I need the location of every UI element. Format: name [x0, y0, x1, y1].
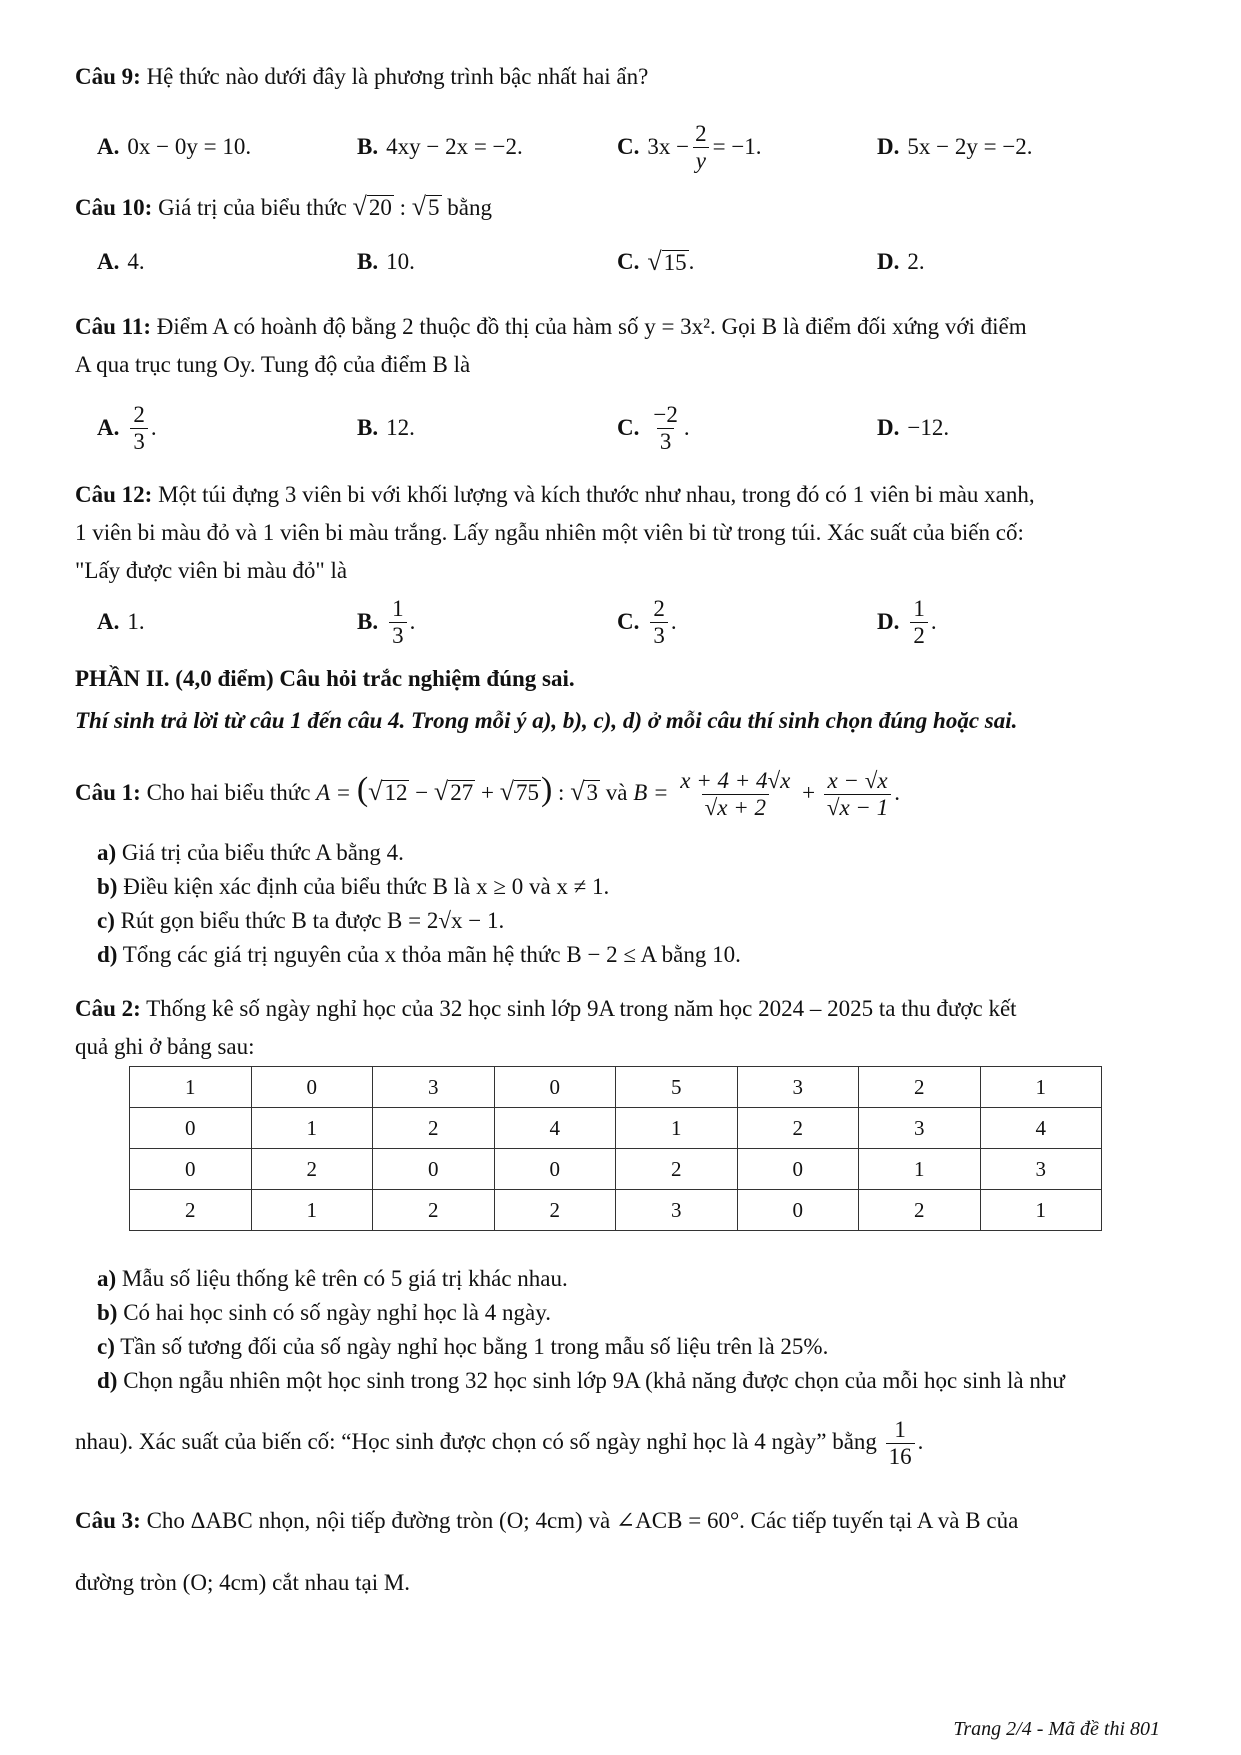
table-cell: 3 [980, 1149, 1102, 1190]
option-b[interactable]: B. 10. [357, 249, 415, 274]
option-a[interactable]: A. 1. [97, 609, 145, 634]
part-2-instructions: Thí sinh trả lời từ câu 1 đến câu 4. Trong mỗi ý a), b), c), d) ở mỗi câu thí sinh chọn đúng hoặc sai. [75, 708, 1018, 733]
table-cell: 3 [737, 1067, 859, 1108]
table-cell: 4 [980, 1108, 1102, 1149]
table-cell: 2 [130, 1190, 252, 1231]
question-12: Câu 12: Một túi đựng 3 viên bi với khối lượng và kích thước như nhau, trong đó có 1 viên bi màu xanh, 1 viên bi màu đỏ và 1 viên bi màu trắng. Lấy ngẫu nhiên một viên bi từ trong túi. Xác suất của biến cố: "Lấy được viên bi màu đỏ" là [75, 482, 1035, 583]
option-a[interactable]: A. 0x − 0y = 10. [97, 134, 252, 159]
table-cell: 1 [130, 1067, 252, 1108]
part2-q2-items [97, 1262, 1167, 1398]
table-cell: 1 [251, 1190, 373, 1231]
item-c[interactable]: c) Rút gọn biểu thức B ta được B = 2√x − 1. [97, 908, 505, 933]
item-d[interactable]: d) Tổng các giá trị nguyên của x thỏa mãn hệ thức B − 2 ≤ A bằng 10. [97, 942, 741, 967]
option-b[interactable]: B. $\frac{1}{3}$ . [357, 595, 416, 648]
option-d[interactable]: D. $\frac{1}{2}$ . [877, 595, 937, 648]
question-9: Câu 9: Hệ thức nào dưới đây là phương trình bậc nhất hai ẩn? [75, 64, 649, 89]
table-cell: 2 [616, 1149, 738, 1190]
option-c[interactable]: C. $\frac{-2}{3}$ . [617, 401, 690, 454]
item-a[interactable]: a) Giá trị của biểu thức A bằng 4. [97, 840, 404, 865]
item-a[interactable]: a) Mẫu số liệu thống kê trên có 5 giá trị khác nhau. [97, 1266, 568, 1291]
table-cell: 3 [859, 1108, 981, 1149]
question-10: Câu 10: Giá trị của biểu thức √20 : √5 bằng [75, 192, 492, 221]
table-cell: 1 [980, 1067, 1102, 1108]
table-cell: 4 [494, 1108, 616, 1149]
table-cell: 0 [494, 1149, 616, 1190]
table-row [130, 1067, 1102, 1108]
table-cell: 0 [251, 1067, 373, 1108]
table-cell: 0 [737, 1190, 859, 1231]
option-d[interactable]: D. 2. [877, 249, 925, 274]
table-cell: 2 [859, 1190, 981, 1231]
option-b[interactable]: B. 4xy − 2x = −2. [357, 134, 523, 159]
table-row [130, 1108, 1102, 1149]
part-2-title: PHẦN II. (4,0 điểm) Câu hỏi trắc nghiệm đúng sai. [75, 666, 575, 691]
option-b[interactable]: B. 12. [357, 415, 415, 440]
question-11-options [97, 398, 1167, 458]
table-cell: 1 [859, 1149, 981, 1190]
part2-question-2: Câu 2: Thống kê số ngày nghỉ học của 32 học sinh lớp 9A trong năm học 2024 – 2025 ta thu được kết quả ghi ở bảng sau: [75, 996, 1017, 1059]
table-cell: 1 [251, 1108, 373, 1149]
option-d[interactable]: D. −12. [877, 415, 950, 440]
question-9-options [97, 117, 1167, 177]
table-row [130, 1190, 1102, 1231]
page-footer: Trang 2/4 - Mã đề thi 801 [953, 1718, 1160, 1740]
option-a[interactable]: A. $\frac{2}{3}$ . [97, 401, 157, 454]
table-cell: 0 [130, 1149, 252, 1190]
fraction: $\frac{2}{y}$ [692, 121, 710, 174]
question-11: Câu 11: Điểm A có hoành độ bằng 2 thuộc đồ thị của hàm số y = 3x². Gọi B là điểm đối xứng với điểm A qua trục tung Oy. Tung độ của điểm B là [75, 314, 1027, 377]
table-cell: 2 [859, 1067, 981, 1108]
table-cell: 3 [373, 1067, 495, 1108]
table-cell: 0 [373, 1149, 495, 1190]
part2-question-3: Câu 3: Cho ΔABC nhọn, nội tiếp đường tròn (O; 4cm) và ∠ACB = 60°. Các tiếp tuyến tại A và B của đường tròn (O; 4cm) cắt nhau tại M. [75, 1508, 1019, 1595]
item-b[interactable]: b) Điều kiện xác định của biểu thức B là x ≥ 0 và x ≠ 1. [97, 874, 610, 899]
question-10-options [97, 232, 1167, 292]
part2-q1-items [97, 836, 1167, 972]
table-cell: 5 [616, 1067, 738, 1108]
item-d[interactable]: d) Chọn ngẫu nhiên một học sinh trong 32 học sinh lớp 9A (khả năng được chọn của mỗi học sinh là như [97, 1368, 1065, 1393]
table-row [130, 1149, 1102, 1190]
option-a[interactable]: A. 4. [97, 249, 145, 274]
option-c[interactable]: C. √ 15 . [617, 247, 695, 276]
table-cell: 2 [373, 1108, 495, 1149]
table-cell: 3 [616, 1190, 738, 1231]
table-cell: 1 [616, 1108, 738, 1149]
table-cell: 2 [737, 1108, 859, 1149]
part2-question-1: Câu 1: Cho hai biểu thức A = (√12 − √27 + √75) : √3 và B = $\frac{x + 4 + 4√x}{√x + 2}$ + $\frac{x - √x}{√x - 1}$ . [75, 768, 900, 821]
table-cell: 1 [980, 1190, 1102, 1231]
table-cell: 0 [737, 1149, 859, 1190]
table-cell: 2 [373, 1190, 495, 1231]
part2-q2-item-d-continued: nhau). Xác suất của biến cố: “Học sinh được chọn có số ngày nghỉ học là 4 ngày” bằng $\frac{1}{16}$ . [75, 1417, 924, 1470]
item-b[interactable]: b) Có hai học sinh có số ngày nghỉ học là 4 ngày. [97, 1300, 551, 1325]
table-cell: 2 [494, 1190, 616, 1231]
absence-data-table [129, 1066, 1102, 1231]
question-12-options [97, 592, 1167, 652]
table-cell: 2 [251, 1149, 373, 1190]
option-d[interactable]: D. 5x − 2y = −2. [877, 134, 1033, 159]
option-c[interactable]: C. 3x − $\frac{2}{y}$ = −1. [617, 120, 762, 173]
table-cell: 0 [130, 1108, 252, 1149]
option-c[interactable]: C. $\frac{2}{3}$ . [617, 595, 677, 648]
item-c[interactable]: c) Tần số tương đối của số ngày nghỉ học bằng 1 trong mẫu số liệu trên là 25%. [97, 1334, 829, 1359]
table-cell: 0 [494, 1067, 616, 1108]
